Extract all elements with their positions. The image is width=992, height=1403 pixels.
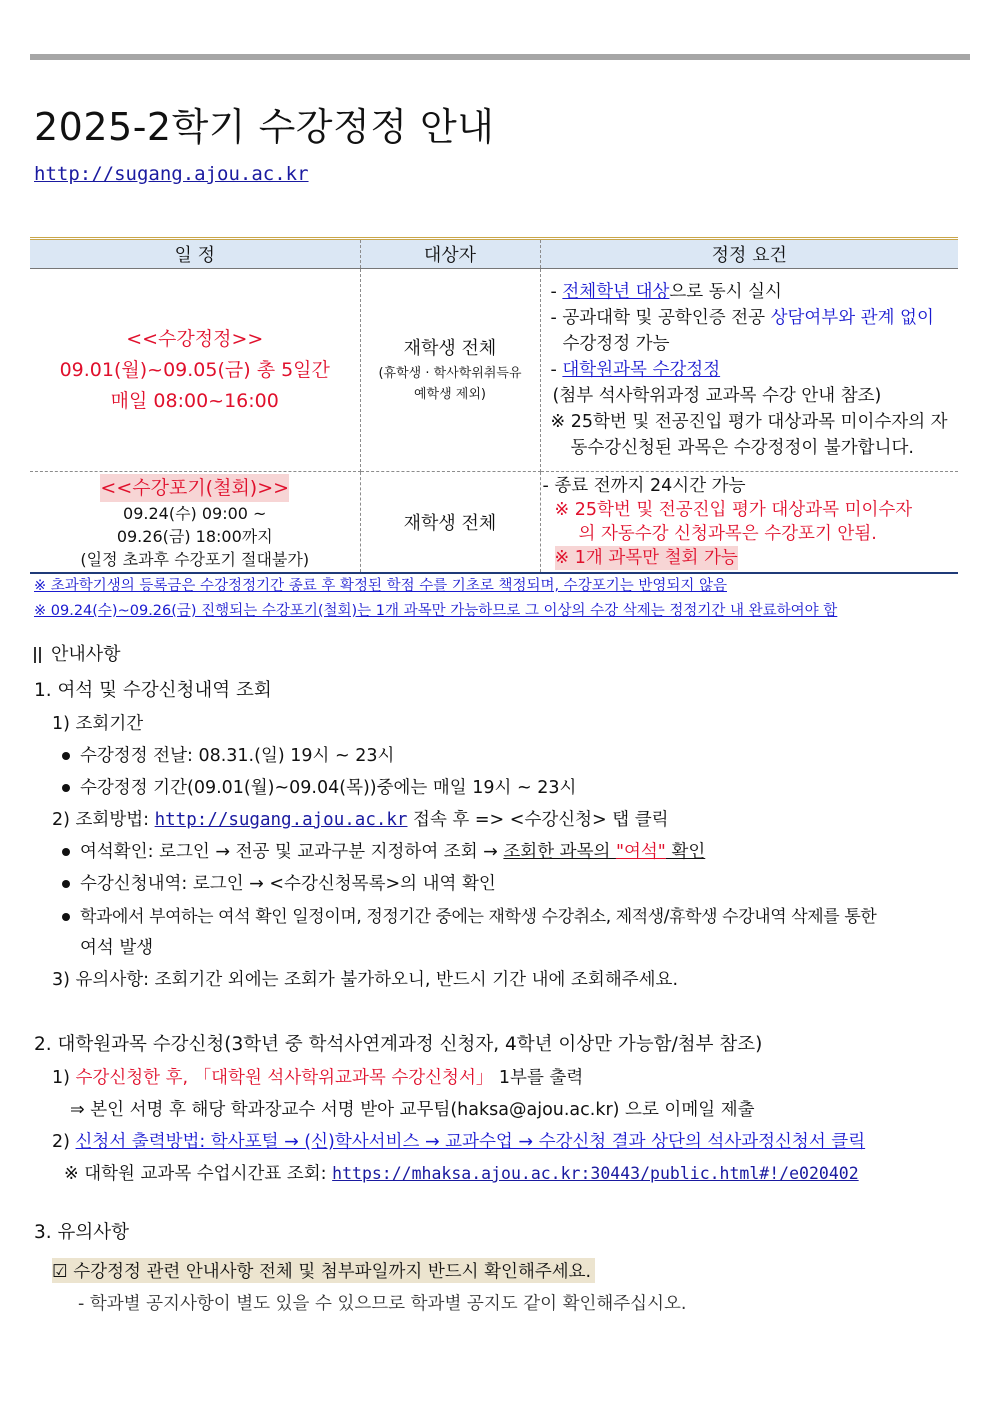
correction-period: 09.01(월)~09.05(금) 총 5일간 <box>59 358 330 381</box>
req-line: ※ 25학번 및 전공진입 평가 대상과목 미이수자 <box>554 500 913 520</box>
checkbox-icon: ☑ <box>52 1262 68 1282</box>
req-line: 의 자동수강 신청과목은 수강포기 안됨. <box>578 524 877 544</box>
section-1-title: 1. 여석 및 수강신청내역 조회 <box>34 680 272 701</box>
s1-bullet: 수강신청내역: 로그인 → <수강신청목록>의 내역 확인 <box>62 870 496 895</box>
s1-item-3: 3) 유의사항: 조회기간 외에는 조회가 불가하오니, 반드시 기간 내에 조회해주세요. <box>52 970 679 990</box>
correction-requirement-cell <box>540 269 958 472</box>
sugang-link[interactable]: http://sugang.ajou.ac.kr <box>34 163 309 185</box>
withdraw-label: <<수강포기(철회)>> <box>100 474 289 502</box>
s2-note: ※ 대학원 교과목 수업시간표 조회: https://mhaksa.ajou.ac.kr:30443/public.html#!/e020402 <box>64 1164 859 1184</box>
bullet-icon <box>62 913 70 921</box>
table-row <box>30 269 958 472</box>
s3-note: - 학과별 공지사항이 별도 있을 수 있으므로 학과별 공지도 같이 확인해주십시오. <box>78 1294 687 1314</box>
withdraw-start: 09.24(수) 09:00 ~ <box>123 503 267 523</box>
req-line: ※ 1개 과목만 철회 가능 <box>554 548 738 568</box>
application-print-method[interactable]: 신청서 출력방법: 학사포털 → (신)학사서비스 → 교과수업 → 수강신청 결과 상단의 석사과정신청서 클릭 <box>75 1132 866 1152</box>
bullet-icon <box>62 752 70 760</box>
section-2-title: 2. 대학원과목 수강신청(3학년 중 학석사연계과정 신청자, 4학년 이상만 가능함/첨부 참조) <box>34 1034 763 1055</box>
header-requirement: 정정 요건 <box>540 239 958 269</box>
target-main: 재학생 전체 <box>403 338 497 359</box>
req-line: ※ 25학번 및 전공진입 평가 대상과목 미이수자의 자동수강신청된 과목은 수강정정이 불가합니다. <box>550 412 948 458</box>
sugang-link-inline[interactable]: http://sugang.ajou.ac.kr <box>154 810 408 830</box>
s3-check-line: ☑ 수강정정 관련 안내사항 전체 및 첨부파일까지 반드시 확인해주세요. <box>52 1258 595 1283</box>
note-line: ※ 초과학기생의 등록금은 수강정정기간 종료 후 확정된 학점 수를 기초로 책정되며, 수강포기는 반영되지 않음 <box>34 578 727 594</box>
table-notes <box>34 574 837 624</box>
correction-target-cell <box>360 269 540 472</box>
s2-item-1: 1) 수강신청한 후, 「대학원 석사학위교과목 수강신청서」 1부를 출력 <box>52 1068 584 1088</box>
section-3-title: 3. 유의사항 <box>34 1222 130 1243</box>
withdraw-schedule-cell <box>30 472 360 574</box>
timetable-link[interactable]: https://mhaksa.ajou.ac.kr:30443/public.html#!/e020402 <box>332 1164 859 1183</box>
withdraw-end: 09.26(금) 18:00까지 <box>116 526 273 546</box>
header-schedule: 일 정 <box>30 239 360 269</box>
bullet-icon <box>62 784 70 792</box>
bullet-icon <box>62 848 70 856</box>
schedule-table <box>30 237 958 574</box>
correction-hours: 매일 08:00~16:00 <box>110 389 279 412</box>
req-line: - 전체학년 대상으로 동시 실시 <box>550 282 782 302</box>
req-line: - 종료 전까지 24시간 가능 <box>542 476 746 496</box>
s1-item-1: 1) 조회기간 <box>52 714 144 734</box>
table-row <box>30 472 958 574</box>
correction-schedule-cell <box>30 269 360 472</box>
target-note-2: 예학생 제외) <box>414 387 486 402</box>
withdraw-warning: (일정 초과후 수강포기 절대불가) <box>80 549 310 569</box>
s1-bullet: 수강정정 전날: 08.31.(일) 19시 ~ 23시 <box>62 742 394 767</box>
bullet-icon <box>62 880 70 888</box>
req-line: - 대학원과목 수강정정 <box>550 360 721 380</box>
top-rule <box>30 54 970 60</box>
s1-item-2: 2) 조회방법: http://sugang.ajou.ac.kr 접속 후 => <수강신청> 탭 클릭 <box>52 810 669 830</box>
table-header-row <box>30 239 958 269</box>
header-target: 대상자 <box>360 239 540 269</box>
withdraw-requirement-cell <box>540 472 958 574</box>
req-line: (첨부 석사학위과정 교과목 수강 안내 참조) <box>552 386 882 406</box>
req-line: - 공과대학 및 공학인증 전공 상담여부와 관계 없이 수강정정 가능 <box>550 308 934 354</box>
target-note-1: (휴학생 · 학사학위취득유 <box>378 366 522 381</box>
note-line: ※ 09.24(수)~09.26(금) 진행되는 수강포기(철회)는 1개 과목만 가능하므로 그 이상의 수강 삭제는 정정기간 내 완료하여야 함 <box>34 603 838 619</box>
s1-bullet: 여석확인: 로그인 → 전공 및 교과구분 지정하여 조회 → 조회한 과목의 "여석" 확인 <box>62 838 705 863</box>
guide-heading: 안내사항 <box>34 640 121 666</box>
correction-label: <<수강정정>> <box>126 327 264 350</box>
heading-bar-icon <box>34 647 41 663</box>
withdraw-target-cell: 재학생 전체 <box>360 472 540 574</box>
s2-item-2: 2) 신청서 출력방법: 학사포털 → (신)학사서비스 → 교과수업 → 수강신청 결과 상단의 석사과정신청서 클릭 <box>52 1132 866 1152</box>
s1-bullet: 수강정정 기간(09.01(월)~09.04(목))중에는 매일 19시 ~ 23시 <box>62 774 576 799</box>
s1-bullet-cont: 여석 발생 <box>80 938 154 958</box>
page-title: 2025-2학기 수강정정 안내 <box>34 105 495 149</box>
s2-item-1-cont: ⇒ 본인 서명 후 해당 학과장교수 서명 받아 교무팀(haksa@ajou.ac.kr) 으로 이메일 제출 <box>70 1100 755 1120</box>
s1-bullet: 학과에서 부여하는 여석 확인 일정이며, 정정기간 중에는 재학생 수강취소, 제적생/휴학생 수강내역 삭제를 통한 <box>62 902 876 927</box>
